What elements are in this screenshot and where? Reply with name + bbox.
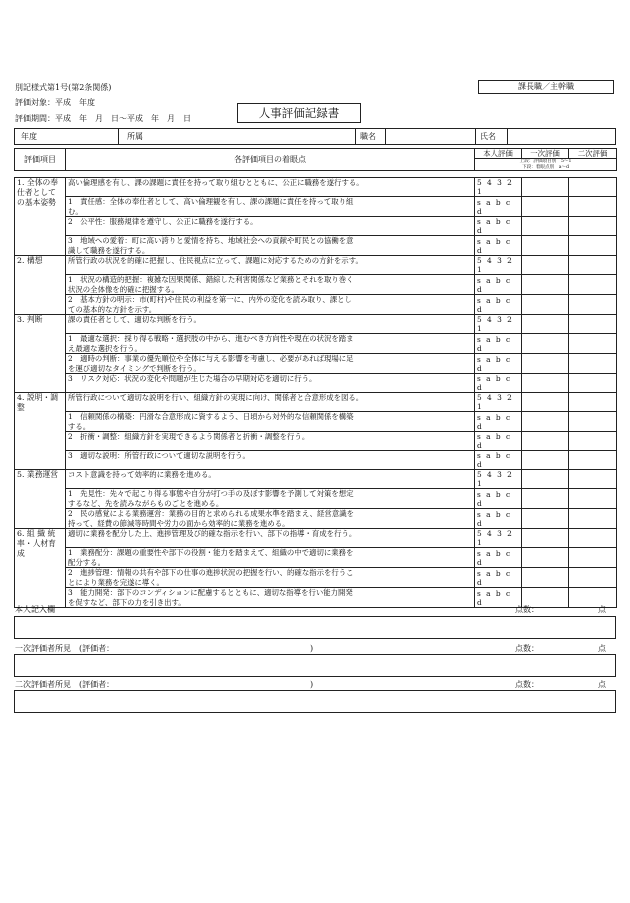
second-rating-point[interactable] bbox=[569, 412, 617, 432]
point-text bbox=[66, 295, 475, 315]
first-comment-box[interactable] bbox=[14, 654, 616, 677]
point-line: 3 適切な説明：所管行政について適切な説明を行う。 bbox=[68, 451, 250, 460]
second-comment-box[interactable] bbox=[14, 690, 616, 713]
section-item bbox=[15, 393, 66, 470]
first-rating-point[interactable] bbox=[522, 275, 569, 295]
section-item-line: 率・人材育 bbox=[17, 539, 56, 548]
self-rating-point[interactable]: s a b c d bbox=[475, 197, 522, 217]
point-line: 3 地域への愛着：町に高い誇りと愛情を持ち、地域社会への貢献や町民との協働を意 bbox=[68, 236, 354, 245]
first-rating-overall[interactable] bbox=[522, 470, 569, 489]
section-item bbox=[15, 178, 66, 256]
first-rating-point[interactable] bbox=[522, 295, 569, 315]
self-rating-point[interactable]: s a b c d bbox=[475, 275, 522, 295]
second-comment-label: 二次評価者所見 (評価者： bbox=[15, 680, 115, 689]
period-label: 評価期間：平成 年 月 日〜平成 年 月 日 bbox=[15, 114, 191, 123]
point-text bbox=[66, 236, 475, 256]
second-rating-overall[interactable] bbox=[569, 393, 617, 412]
second-rating-point[interactable] bbox=[569, 295, 617, 315]
second-score-unit: 点 bbox=[598, 680, 606, 689]
page-title: 人事評価記録書 bbox=[237, 103, 361, 123]
self-rating-point[interactable]: s a b c d bbox=[475, 236, 522, 256]
point-text bbox=[66, 432, 475, 451]
self-rating-point[interactable]: s a b c d bbox=[475, 568, 522, 588]
info-row bbox=[14, 128, 616, 145]
second-rating-point[interactable] bbox=[569, 217, 617, 236]
point-row bbox=[15, 236, 617, 256]
point-line: 配分する。 bbox=[68, 557, 105, 567]
section-row bbox=[15, 178, 617, 197]
point-row bbox=[15, 275, 617, 295]
self-rating-point[interactable]: s a b c d bbox=[475, 509, 522, 529]
second-rating-point[interactable] bbox=[569, 354, 617, 374]
point-text bbox=[66, 217, 475, 236]
self-rating-point[interactable]: s a b c d bbox=[475, 548, 522, 568]
point-line: え最適な選択を行う。 bbox=[68, 343, 142, 353]
point-line: 2 民の感覚による業務運営：業務の目的と求められる成果水準を踏まえ、経営意識を bbox=[68, 509, 354, 518]
form-id: 別記様式第1号(第2条関係) bbox=[15, 83, 112, 92]
point-row bbox=[15, 217, 617, 236]
second-rating-overall[interactable] bbox=[569, 529, 617, 548]
section-row bbox=[15, 529, 617, 548]
dept-label: 所属 bbox=[127, 132, 143, 141]
section-row bbox=[15, 393, 617, 412]
first-score-unit: 点 bbox=[598, 644, 606, 653]
point-line: するなど、先を読みながらものごとを進める。 bbox=[68, 498, 224, 508]
section-item-line: 3. 判断 bbox=[17, 315, 43, 324]
point-line: 2 適時の判断：事業の優先順位や全体に与える影響を考慮し、必要があれば現場に足 bbox=[68, 354, 354, 363]
point-line: 2 基本方針の明示：市(町村)や住民の利益を第一に、内外の変化を読み取り、課とし bbox=[68, 295, 352, 304]
section-summary: 課の責任者として、適切な判断を行う。 bbox=[66, 315, 475, 334]
self-rating-point[interactable]: s a b c d bbox=[475, 588, 522, 608]
point-row bbox=[15, 568, 617, 588]
point-text bbox=[66, 548, 475, 568]
second-header: 二次評価 bbox=[569, 149, 617, 159]
first-rating-point[interactable] bbox=[522, 451, 569, 470]
point-line: 1 責任感：全体の奉仕者として、高い倫理観を有し、課の課題に責任を持って取り組 bbox=[68, 197, 354, 206]
name-label: 氏名 bbox=[480, 132, 496, 141]
first-rating-overall[interactable] bbox=[522, 256, 569, 275]
point-row bbox=[15, 334, 617, 354]
point-text bbox=[66, 588, 475, 608]
self-rating-point[interactable]: s a b c d bbox=[475, 334, 522, 354]
point-text bbox=[66, 509, 475, 529]
section-item-line: 4. 説明・調 bbox=[17, 393, 59, 402]
point-text bbox=[66, 412, 475, 432]
first-rating-point[interactable] bbox=[522, 548, 569, 568]
second-score-label: 点数： bbox=[515, 680, 539, 689]
evaluation-header bbox=[14, 148, 617, 171]
first-rating-point[interactable] bbox=[522, 412, 569, 432]
section-item bbox=[15, 529, 66, 608]
note-upper: 上段：評価項目別 5〜1 bbox=[519, 159, 572, 164]
self-rating-overall[interactable]: 5 4 3 2 1 bbox=[475, 470, 522, 489]
self-comment-label: 本人記入欄 bbox=[15, 605, 55, 614]
self-rating-point[interactable]: s a b c d bbox=[475, 217, 522, 236]
section-summary: 所管行政について適切な説明を行い、組織方針の実現に向け、関係者と合意形成を図る。 bbox=[66, 393, 475, 412]
second-rating-point[interactable] bbox=[569, 197, 617, 217]
point-text bbox=[66, 334, 475, 354]
self-score-label: 点数： bbox=[515, 605, 539, 614]
first-rating-point[interactable] bbox=[522, 354, 569, 374]
point-line: 状況の全体像を的確に把握する。 bbox=[68, 284, 179, 294]
point-line: ての基本的な方針を示す。 bbox=[68, 304, 157, 314]
first-rating-point[interactable] bbox=[522, 489, 569, 509]
section-summary: コスト意識を持って効率的に業務を進める。 bbox=[66, 470, 475, 489]
section-item-line: の基本姿勢 bbox=[17, 198, 56, 207]
point-row bbox=[15, 197, 617, 217]
self-rating-overall[interactable]: 5 4 3 2 1 bbox=[475, 393, 522, 412]
point-row bbox=[15, 374, 617, 393]
second-rating-overall[interactable] bbox=[569, 256, 617, 275]
section-item-line: 1. 全体の奉 bbox=[17, 178, 59, 187]
first-rating-point[interactable] bbox=[522, 509, 569, 529]
first-header: 一次評価 bbox=[522, 149, 569, 159]
section-item-line: 仕者として bbox=[17, 188, 56, 197]
second-rating-overall[interactable] bbox=[569, 178, 617, 197]
point-text bbox=[66, 451, 475, 470]
second-rating-point[interactable] bbox=[569, 489, 617, 509]
second-rating-point[interactable] bbox=[569, 236, 617, 256]
point-row bbox=[15, 412, 617, 432]
self-rating-overall[interactable]: 5 4 3 2 1 bbox=[475, 178, 522, 197]
point-row bbox=[15, 489, 617, 509]
first-rating-overall[interactable] bbox=[522, 178, 569, 197]
first-rating-point[interactable] bbox=[522, 374, 569, 393]
section-summary: 所管行政の状況を的確に把握し、住民視点に立って、課題に対応するための方針を示す。 bbox=[66, 256, 475, 275]
point-row bbox=[15, 295, 617, 315]
item-header: 評価項目 bbox=[15, 149, 66, 171]
evaluation-table bbox=[14, 177, 617, 608]
point-line: 1 先見性：先々で起こり得る事態や自分が打つ手の及ぼす影響を予測して対策を想定 bbox=[68, 489, 354, 498]
second-rating-overall[interactable] bbox=[569, 315, 617, 334]
first-rating-point[interactable] bbox=[522, 568, 569, 588]
point-line: とにより業務を完遂に導く。 bbox=[68, 577, 164, 587]
second-rating-point[interactable] bbox=[569, 509, 617, 529]
section-item-line: 2. 構想 bbox=[17, 256, 43, 265]
section-item bbox=[15, 256, 66, 315]
first-rating-overall[interactable] bbox=[522, 393, 569, 412]
section-item-line: 成 bbox=[17, 549, 25, 558]
self-rating-point[interactable]: s a b c d bbox=[475, 489, 522, 509]
point-line: を促すなど、部下の力を引き出す。 bbox=[68, 597, 186, 607]
point-line: 識して職務を遂行する。 bbox=[68, 245, 150, 255]
second-rating-point[interactable] bbox=[569, 588, 617, 608]
second-rating-point[interactable] bbox=[569, 568, 617, 588]
point-line: 3 能力開発：部下のコンディションに配慮するとともに、適切な指導を行い能力開発 bbox=[68, 588, 353, 597]
point-line: 2 折衝・調整：組織方針を実現できるよう関係者と折衝・調整を行う。 bbox=[68, 432, 310, 441]
first-rating-point[interactable] bbox=[522, 217, 569, 236]
point-row bbox=[15, 451, 617, 470]
point-line: 2 公平性：服務規律を遵守し、公正に職務を遂行する。 bbox=[68, 217, 258, 226]
first-rating-point[interactable] bbox=[522, 432, 569, 451]
section-summary: 適切に業務を配分した上、進捗管理及び的確な指示を行い、部下の指導・育成を行う。 bbox=[66, 529, 475, 548]
point-row bbox=[15, 432, 617, 451]
note-lower: 下段：着眼点別 a〜d bbox=[521, 164, 570, 170]
point-line: を運び適切なタイミングで判断を行う。 bbox=[68, 363, 201, 373]
section-item-line: 6. 組 織 統 bbox=[17, 529, 56, 538]
second-rating-point[interactable] bbox=[569, 374, 617, 393]
point-line: 持って、経費の節減等時間や労力の面から効率的に業務を進める。 bbox=[68, 518, 290, 528]
point-text bbox=[66, 197, 475, 217]
self-rating-point[interactable]: s a b c d bbox=[475, 432, 522, 451]
second-rating-point[interactable] bbox=[569, 451, 617, 470]
point-text bbox=[66, 275, 475, 295]
first-rating-point[interactable] bbox=[522, 236, 569, 256]
first-rating-point[interactable] bbox=[522, 197, 569, 217]
section-item-line: 5. 業務運営 bbox=[17, 470, 59, 479]
self-comment-box[interactable] bbox=[14, 616, 616, 639]
self-rating-point[interactable]: s a b c d bbox=[475, 451, 522, 470]
self-rating-point[interactable]: s a b c d bbox=[475, 374, 522, 393]
first-rating-overall[interactable] bbox=[522, 315, 569, 334]
point-row bbox=[15, 509, 617, 529]
point-line: 1 信頼関係の構築：円滑な合意形成に資するよう、日頃から対外的な信頼関係を構築 bbox=[68, 412, 354, 421]
first-rating-point[interactable] bbox=[522, 334, 569, 354]
second-rating-point[interactable] bbox=[569, 548, 617, 568]
second-rating-point[interactable] bbox=[569, 432, 617, 451]
section-row bbox=[15, 470, 617, 489]
point-text bbox=[66, 374, 475, 393]
first-comment-label: 一次評価者所見 (評価者： bbox=[15, 644, 115, 653]
second-rating-point[interactable] bbox=[569, 334, 617, 354]
point-line: 1 業務配分：課題の重要性や部下の役割・能力を踏まえて、組織の中で適切に業務を bbox=[68, 548, 354, 557]
point-row bbox=[15, 354, 617, 374]
self-rating-point[interactable]: s a b c d bbox=[475, 354, 522, 374]
point-line: 3 リスク対応：状況の変化や問題が生じた場合の早期対応を適切に行う。 bbox=[68, 374, 317, 383]
self-rating-overall[interactable]: 5 4 3 2 1 bbox=[475, 315, 522, 334]
year-label: 年度 bbox=[21, 132, 37, 141]
first-score-label: 点数： bbox=[515, 644, 539, 653]
target-label: 評価対象：平成 年度 bbox=[15, 98, 95, 107]
point-line: 2 進捗管理：情報の共有や部下の仕事の進捗状況の把握を行い、的確な指示を行うこ bbox=[68, 568, 354, 577]
first-rating-overall[interactable] bbox=[522, 529, 569, 548]
second-comment-close: ) bbox=[310, 680, 314, 689]
self-rating-overall[interactable]: 5 4 3 2 1 bbox=[475, 256, 522, 275]
second-rating-point[interactable] bbox=[569, 275, 617, 295]
second-rating-overall[interactable] bbox=[569, 470, 617, 489]
grade-box: 課長職／主幹職 bbox=[478, 80, 614, 94]
point-text bbox=[66, 354, 475, 374]
point-line: 1 状況の構造的把握：複雑な因果関係、錯綜した利害関係など業務とそれを取り巻く bbox=[68, 275, 354, 284]
self-rating-point[interactable]: s a b c d bbox=[475, 295, 522, 315]
point-text bbox=[66, 489, 475, 509]
section-item bbox=[15, 470, 66, 529]
point-line: む。 bbox=[68, 206, 83, 216]
position-label: 職名 bbox=[360, 132, 376, 141]
point-text bbox=[66, 568, 475, 588]
point-row bbox=[15, 548, 617, 568]
section-item-line: 整 bbox=[17, 403, 25, 412]
self-rating-point[interactable]: s a b c d bbox=[475, 412, 522, 432]
self-score-unit: 点 bbox=[598, 605, 606, 614]
section-item bbox=[15, 315, 66, 393]
point-line: する。 bbox=[68, 421, 91, 431]
self-rating-overall[interactable]: 5 4 3 2 1 bbox=[475, 529, 522, 548]
first-comment-close: ) bbox=[310, 644, 314, 653]
section-row bbox=[15, 256, 617, 275]
point-line: 1 最適な選択：採り得る戦略・選択肢の中から、進むべき方向性や現在の状況を踏ま bbox=[68, 334, 354, 343]
self-header: 本人評価 bbox=[475, 149, 522, 159]
section-summary: 高い倫理感を有し、課の課題に責任を持って取り組むとともに、公正に職務を遂行する。 bbox=[66, 178, 475, 197]
point-header: 各評価項目の着眼点 bbox=[66, 149, 475, 171]
section-row bbox=[15, 315, 617, 334]
